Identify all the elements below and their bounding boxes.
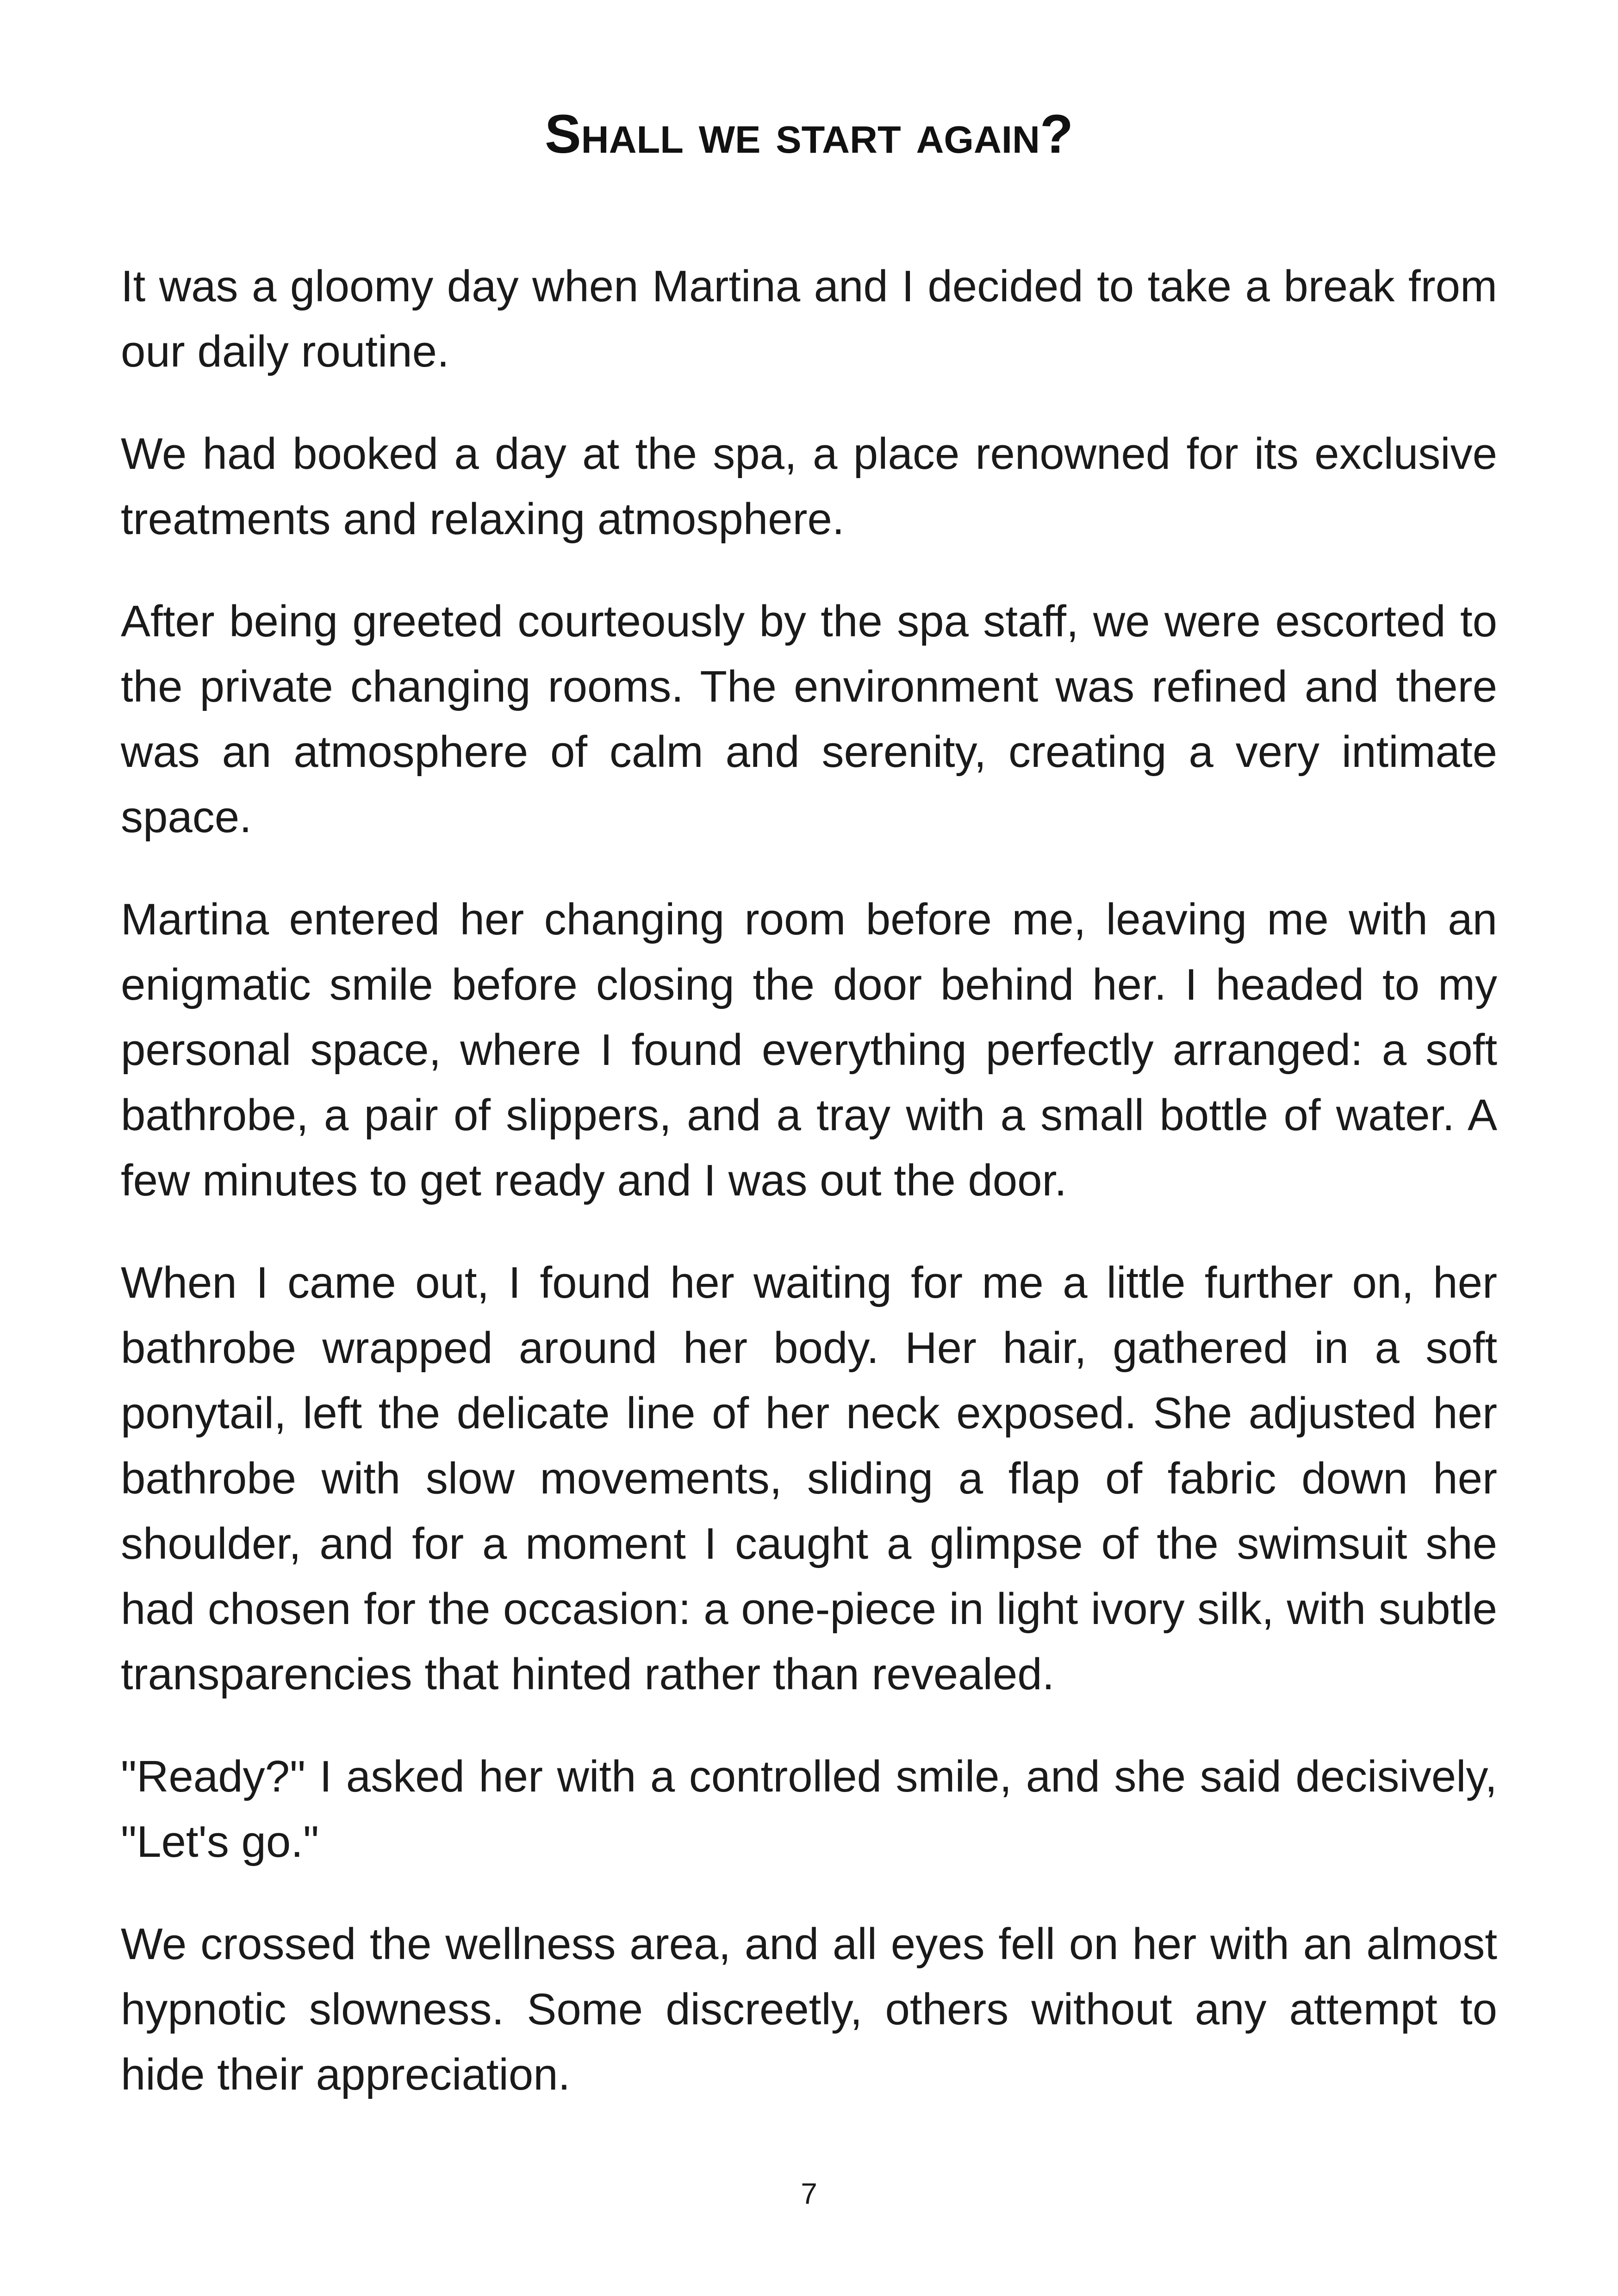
paragraph-5: When I came out, I found her waiting for me a little further on, her bathrobe wrapped around her body. Her hair, gathered in a soft ponytail, left the delicate line of her neck exposed. She adjusted her bathrobe with slow movements, sliding a flap of fabric down her shoulder, and for a moment I caught a glimpse of the swimsuit she had chosen for the occasion: a one-piece in light ivory silk, with subtle transparencies that hinted rather than revealed.	[121, 1258, 1497, 1699]
paragraph-4: Martina entered her changing room before me, leaving me with an enigmatic smile before closing the door behind her. I headed to my personal space, where I found everything perfectly arranged: a soft bathrobe, a pair of slippers, and a tray with a small bottle of water. A few minutes to get ready and I was out the door.	[121, 895, 1497, 1205]
paragraph-1: It was a gloomy day when Martina and I decided to take a break from our daily routine.	[121, 261, 1497, 376]
paragraph-2: We had booked a day at the spa, a place renowned for its exclusive treatments and relaxing atmosphere.	[121, 429, 1497, 544]
paragraph-7: We crossed the wellness area, and all eyes fell on her with an almost hypnotic slowness. Some discreetly, others without any attempt to hide their appreciation.	[121, 1919, 1497, 2099]
paragraph-3: After being greeted courteously by the spa staff, we were escorted to the private changing rooms. The environment was refined and there was an atmosphere of calm and serenity, creating a very intimate space.	[121, 597, 1497, 842]
paragraph-6: "Ready?" I asked her with a controlled smile, and she said decisively, "Let's go."	[121, 1752, 1497, 1867]
chapter-body	[121, 254, 1497, 2107]
page-number: 7	[801, 2177, 817, 2210]
chapter-title: Shall we start again?	[544, 104, 1074, 165]
